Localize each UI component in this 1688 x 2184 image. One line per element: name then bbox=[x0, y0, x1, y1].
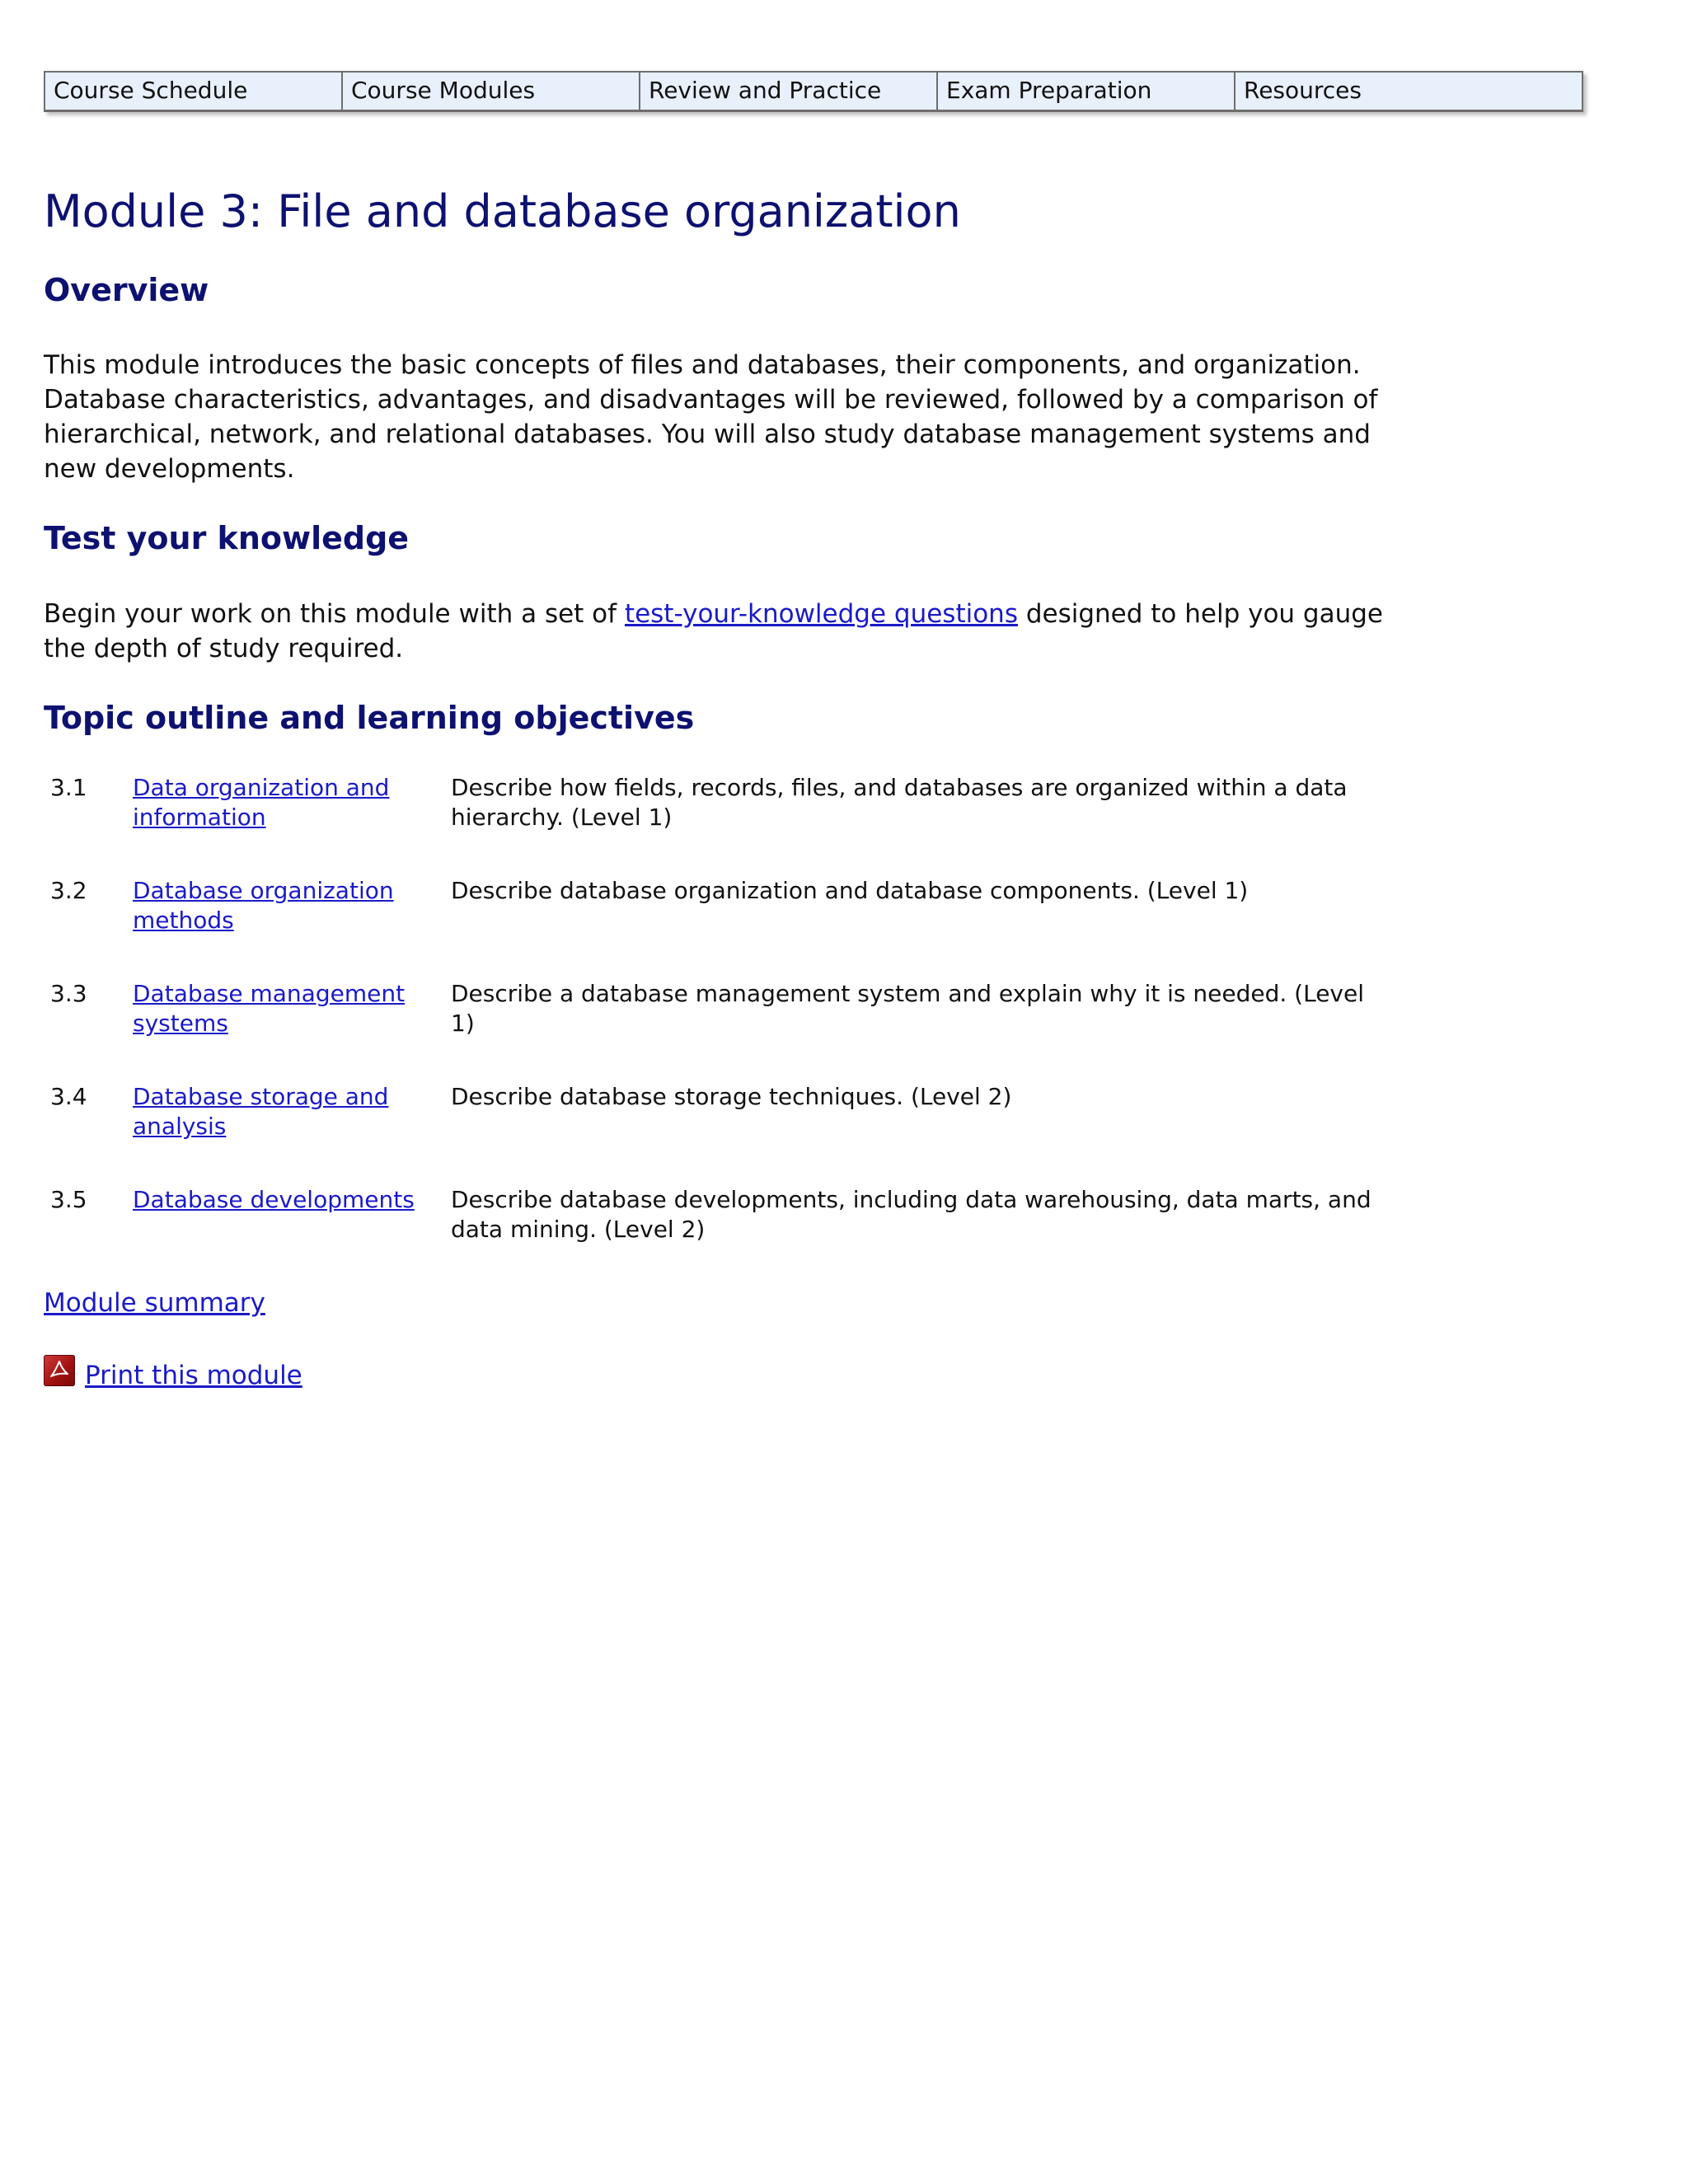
top-navigation bbox=[44, 71, 1583, 112]
topic-number: 3.2 bbox=[50, 877, 87, 904]
topic-link-database-organization-methods[interactable]: Database organization methods bbox=[133, 877, 394, 934]
nav-exam-preparation[interactable]: Exam Preparation bbox=[938, 73, 1236, 110]
test-knowledge-text bbox=[44, 597, 1395, 666]
topic-number: 3.1 bbox=[50, 774, 87, 801]
print-module-link[interactable]: Print this module bbox=[85, 1361, 302, 1390]
topic-description: Describe database organization and database components. (Level 1) bbox=[451, 877, 1249, 904]
test-knowledge-text-after: designed to help you gauge the depth of study required. bbox=[44, 599, 1384, 663]
objectives-table bbox=[44, 773, 1395, 1288]
pdf-icon[interactable] bbox=[44, 1355, 75, 1386]
table-row bbox=[44, 979, 1395, 1082]
overview-text: This module introduces the basic concepts of files and databases, their components, and organization. Database characteristics, advantages, and disadvantages will be reviewed, followed by a comparison of hierarchical, network, and relational databases. You will also study database management systems and new developments. bbox=[44, 350, 1378, 484]
overview-heading: Overview bbox=[44, 272, 209, 308]
nav-course-modules[interactable]: Course Modules bbox=[343, 73, 640, 110]
topic-description: Describe database storage techniques. (Level 2) bbox=[451, 1083, 1012, 1110]
topic-description: Describe a database management system and explain why it is needed. (Level 1) bbox=[451, 980, 1364, 1037]
test-knowledge-text-before: Begin your work on this module with a set of bbox=[44, 599, 625, 629]
topic-outline-heading: Topic outline and learning objectives bbox=[44, 700, 695, 736]
test-knowledge-link[interactable]: test-your-knowledge questions bbox=[624, 599, 1018, 629]
topic-number: 3.4 bbox=[50, 1083, 87, 1110]
module-summary-link[interactable]: Module summary bbox=[44, 1288, 265, 1318]
nav-review-and-practice[interactable]: Review and Practice bbox=[640, 73, 938, 110]
topic-link-database-developments[interactable]: Database developments bbox=[133, 1186, 415, 1213]
nav-course-schedule[interactable]: Course Schedule bbox=[45, 73, 343, 110]
topic-link-database-storage[interactable]: Database storage and analysis bbox=[133, 1083, 389, 1140]
topic-description: Describe how fields, records, files, and databases are organized within a data hierarchy. (Level 1) bbox=[451, 774, 1348, 831]
page-title: Module 3: File and database organization bbox=[44, 185, 961, 237]
topic-number: 3.5 bbox=[50, 1186, 87, 1213]
table-row bbox=[44, 1185, 1395, 1288]
nav-resources[interactable]: Resources bbox=[1244, 77, 1362, 104]
topic-description: Describe database developments, including data warehousing, data marts, and data mining. (Level 2) bbox=[451, 1186, 1372, 1243]
print-module-row bbox=[44, 1358, 302, 1393]
topic-link-data-organization[interactable]: Data organization and information bbox=[133, 774, 390, 831]
table-row bbox=[44, 773, 1395, 876]
topic-number: 3.3 bbox=[50, 980, 87, 1007]
table-row bbox=[44, 1082, 1395, 1185]
topic-link-database-management-systems[interactable]: Database management systems bbox=[133, 980, 406, 1037]
table-row bbox=[44, 876, 1395, 979]
test-knowledge-heading: Test your knowledge bbox=[44, 520, 410, 556]
